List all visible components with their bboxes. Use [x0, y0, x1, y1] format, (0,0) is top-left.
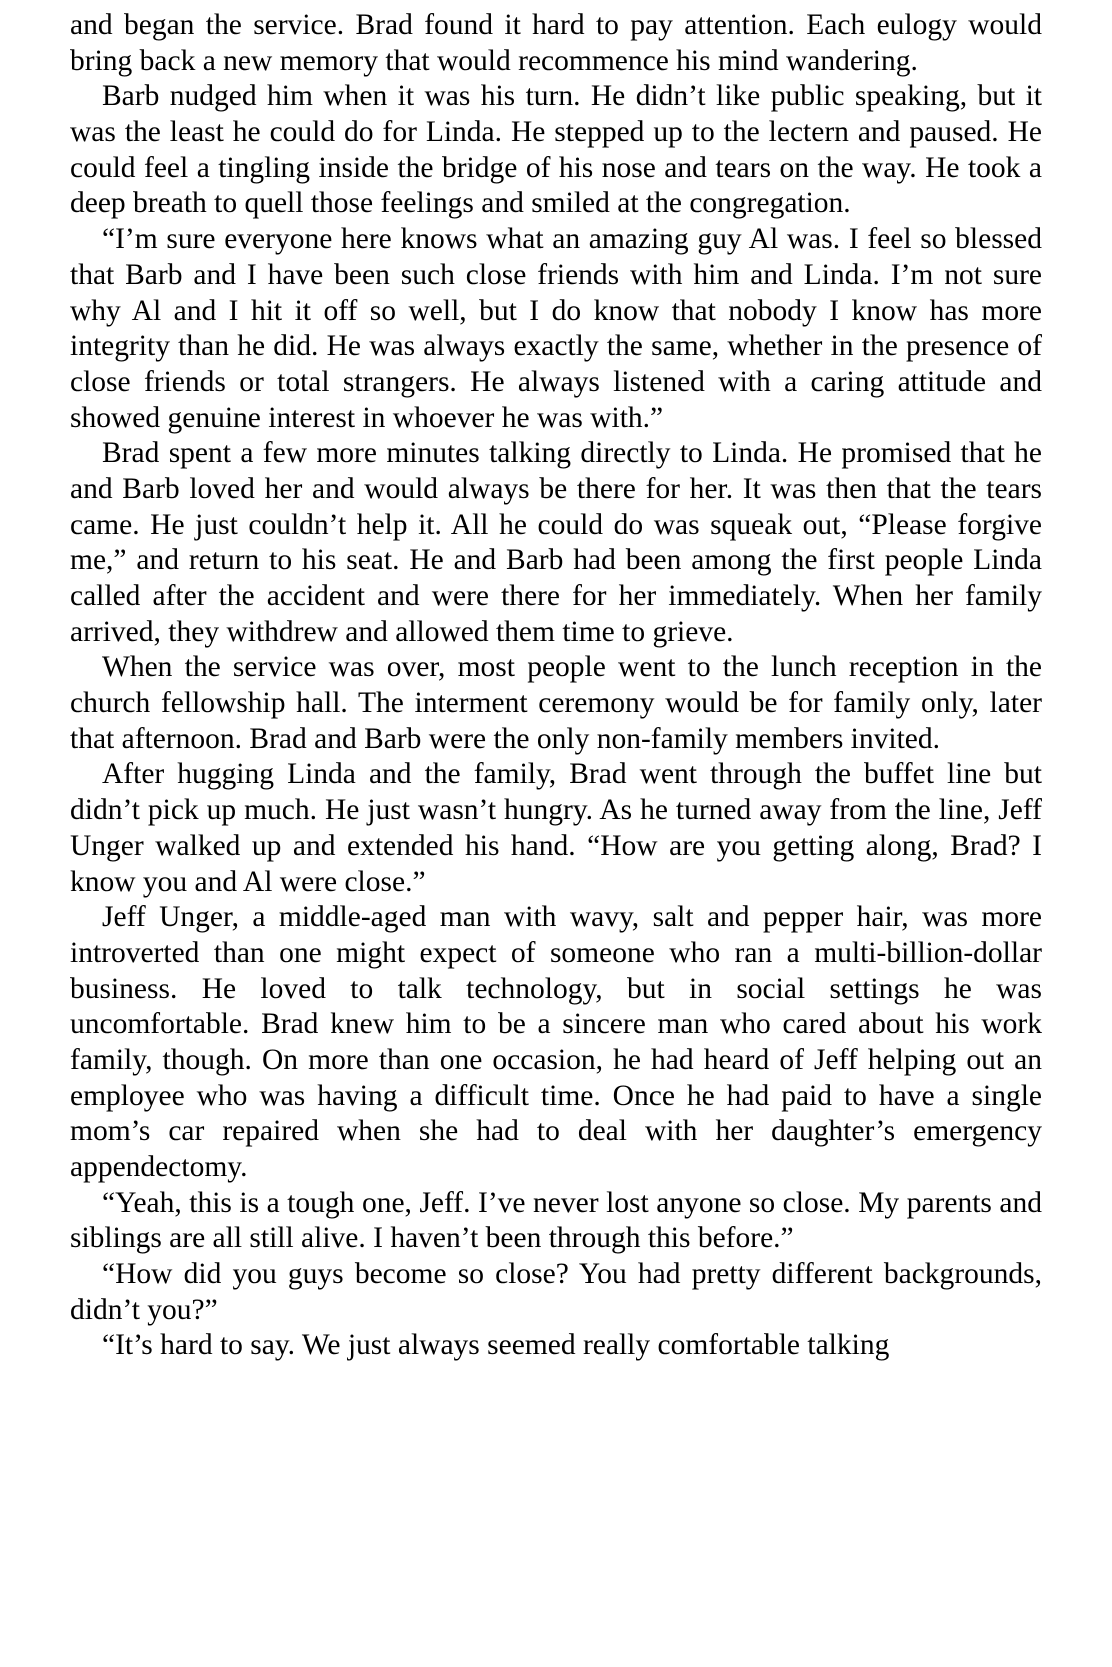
paragraph-10: “It’s hard to say. We just always seemed really comfortable talking: [102, 1329, 890, 1362]
paragraph-8: “Yeah, this is a tough one, Jeff. I’ve never lost anyone so close. My parents and siblings are all still alive. I haven’t been through this before.”: [70, 1186, 1042, 1255]
paragraph-5: When the service was over, most people went to the lunch reception in the church fellowship hall. The interment ceremony would be for family only, later that afternoon. Brad and Barb were the only non-family members invited.: [70, 651, 1042, 755]
paragraph-4: Brad spent a few more minutes talking directly to Linda. He promised that he and Barb loved her and would always be there for her. It was then that the tears came. He just couldn’t help it. All he could do was squeak out, “Please forgive me,” and return to his seat. He and Barb had been among the first people Linda called after the accident and were there for her immediately. When her family arrived, they withdrew and allowed them time to grieve.: [70, 437, 1042, 648]
page-body: [70, 8, 1042, 1364]
paragraph-6: After hugging Linda and the family, Brad went through the buffet line but didn’t pick up much. He just wasn’t hungry. As he turned away from the line, Jeff Unger walked up and extended his hand. “How are you getting along, Brad? I know you and Al were close.”: [70, 758, 1042, 898]
paragraph-1: and began the service. Brad found it hard to pay attention. Each eulogy would bring back a new memory that would recommence his mind wandering.: [70, 9, 1042, 77]
paragraph-2: Barb nudged him when it was his turn. He didn’t like public speaking, but it was the least he could do for Linda. He stepped up to the lectern and paused. He could feel a tingling inside the bridge of his nose and tears on the way. He took a deep breath to quell those feelings and smiled at the congregation.: [70, 80, 1042, 220]
paragraph-3: “I’m sure everyone here knows what an amazing guy Al was. I feel so blessed that Barb and I have been such close friends with him and Linda. I’m not sure why Al and I hit it off so well, but I do know that nobody I know has more integrity than he did. He was always exactly the same, whether in the presence of close friends or total strangers. He always listened with a caring attitude and showed genuine interest in whoever he was with.”: [70, 223, 1042, 434]
paragraph-9: “How did you guys become so close? You had pretty different backgrounds, didn’t you?”: [70, 1258, 1042, 1326]
paragraph-7: Jeff Unger, a middle-aged man with wavy, salt and pepper hair, was more introverted than one might expect of someone who ran a multi-billion-dollar business. He loved to talk technology, but in social settings he was uncomfortable. Brad knew him to be a sincere man who cared about his work family, though. On more than one occasion, he had heard of Jeff helping out an employee who was having a difficult time. Once he had paid to have a single mom’s car repaired when she had to deal with her daughter’s emergency appendectomy.: [70, 901, 1042, 1183]
